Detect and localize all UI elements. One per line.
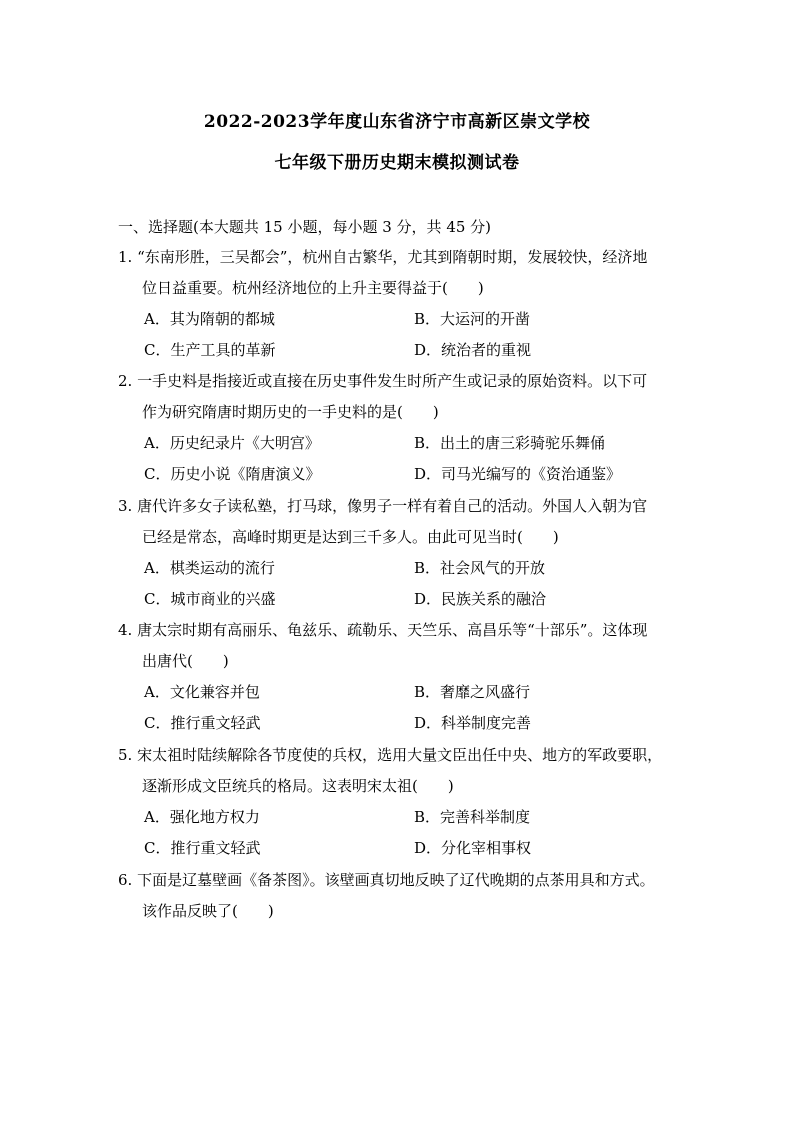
question-6 [118,865,678,927]
option-d: D．分化宰相事权 [414,839,532,857]
question-1 [118,242,678,366]
section-heading: 一、选择题(本大题共 15 小题，每小题 3 分，共 45 分) [118,218,492,236]
option-b: B．社会风气的开放 [414,559,546,577]
option-b: B．奢靡之风盛行 [414,683,531,701]
question-stem-continued: 逐渐形成文臣统兵的格局。这表明宋太祖( ) [142,777,454,795]
option-c: C．推行重文轻武 [144,839,261,857]
question-stem: 3. 唐代许多女子读私塾，打马球，像男子一样有着自己的活动。外国人入朝为官 [118,497,648,515]
option-c: C．生产工具的革新 [144,341,276,359]
option-b: B．大运河的开凿 [414,310,531,328]
question-2 [118,366,678,490]
option-d: D．科举制度完善 [414,714,532,732]
option-d: D．统治者的重视 [414,341,532,359]
option-b: B．完善科举制度 [414,808,531,826]
options-row [118,833,678,864]
question-5 [118,740,678,864]
question-stem: 5. 宋太祖时陆续解除各节度使的兵权，选用大量文臣出任中央、地方的军政要职， [118,746,663,764]
option-a: A．棋类运动的流行 [144,559,275,577]
options-row [118,677,678,708]
question-4 [118,615,678,739]
option-c: C．历史小说《隋唐演义》 [144,465,321,483]
exam-title: 2022-2023学年度山东省济宁市高新区崇文学校 [203,112,591,132]
options-row [118,802,678,833]
option-b: B．出土的唐三彩骑驼乐舞俑 [414,434,606,452]
question-stem-continued: 该作品反映了( ) [142,902,274,920]
options-row [118,553,678,584]
question-stem-continued: 出唐代( ) [142,652,229,670]
option-d: D．司马光编写的《资治通鉴》 [414,465,622,483]
question-stem-continued: 位日益重要。杭州经济地位的上升主要得益于( ) [142,279,484,297]
question-stem: 6. 下面是辽墓壁画《备茶图》。该壁画真切地反映了辽代晚期的点茶用具和方式。 [118,871,655,889]
question-stem-continued: 已经是常态，高峰时期更是达到三千多人。由此可见当时( ) [142,528,559,546]
options-row [118,304,678,335]
options-row [118,459,678,490]
question-stem: 2. 一手史料是指接近或直接在历史事件发生时所产生或记录的原始资料。以下可 [118,372,648,390]
option-c: C．城市商业的兴盛 [144,590,276,608]
option-a: A．其为隋朝的都城 [144,310,275,328]
options-row [118,335,678,366]
question-3 [118,491,678,615]
options-row [118,428,678,459]
options-row [118,584,678,615]
question-stem: 1. “东南形胜，三吴都会”，杭州自古繁华，尤其到隋朝时期，发展较快，经济地 [118,248,648,266]
option-d: D．民族关系的融洽 [414,590,547,608]
option-a: A．历史纪录片《大明宫》 [144,434,320,452]
option-c: C．推行重文轻武 [144,714,261,732]
option-a: A．强化地方权力 [144,808,260,826]
options-row [118,708,678,739]
exam-subtitle: 七年级下册历史期末模拟测试卷 [274,153,520,173]
question-stem-continued: 作为研究隋唐时期历史的一手史料的是( ) [142,403,439,421]
option-a: A．文化兼容并包 [144,683,260,701]
question-stem: 4. 唐太宗时期有高丽乐、龟兹乐、疏勒乐、天竺乐、高昌乐等“十部乐”。这体现 [118,621,648,639]
